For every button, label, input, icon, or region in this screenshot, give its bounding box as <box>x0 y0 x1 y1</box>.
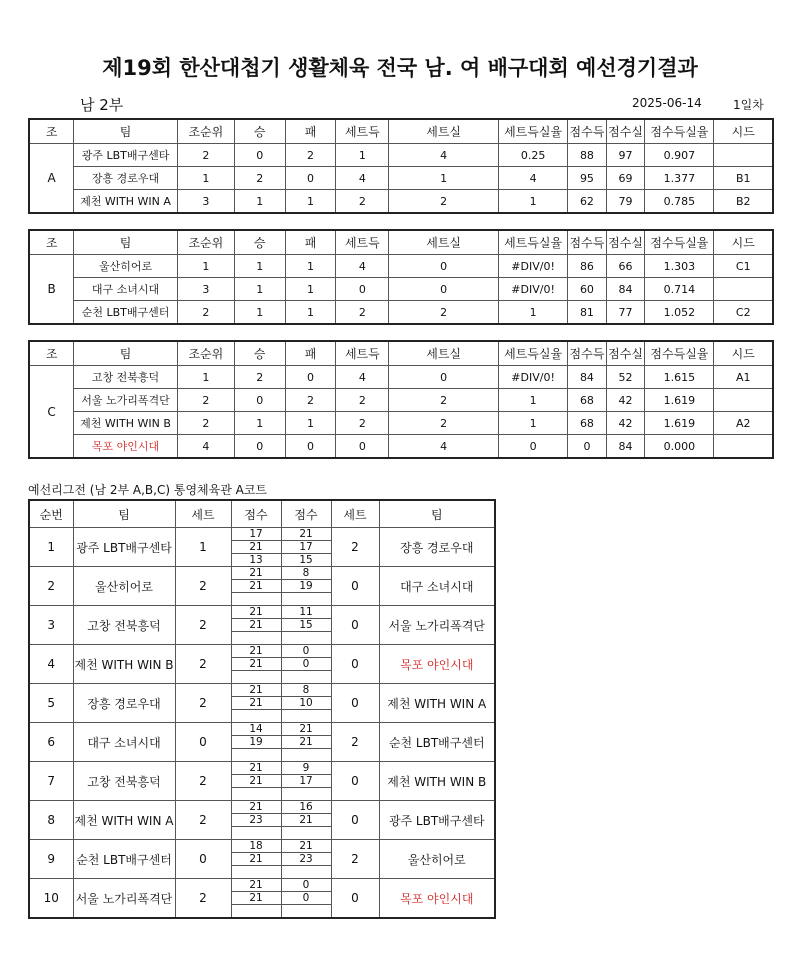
match-header-cell: 팀 <box>379 500 495 528</box>
cell-pl: 42 <box>606 412 645 435</box>
match-sets1: 2 <box>175 567 231 606</box>
group-header-cell: 세트득 <box>336 230 389 255</box>
match-sets2: 0 <box>331 684 379 723</box>
group-header-cell: 점수실 <box>606 119 645 144</box>
set-score-2: 21 <box>281 528 331 541</box>
team-name: 순천 LBT배구센터 <box>74 301 178 325</box>
cell-pr: 1.619 <box>645 389 714 412</box>
set-score-1 <box>231 710 281 723</box>
group-header-cell: 승 <box>234 119 285 144</box>
match-team1: 서울 노가리폭격단 <box>73 879 175 919</box>
match-team1: 순천 LBT배구센터 <box>73 840 175 879</box>
match-number: 2 <box>29 567 73 606</box>
set-score-1: 18 <box>231 840 281 853</box>
cell-pl: 52 <box>606 366 645 389</box>
group-header-cell: 세트득 <box>336 341 389 366</box>
group-header-cell: 세트득 <box>336 119 389 144</box>
cell-pw: 95 <box>568 167 607 190</box>
cell-pw: 88 <box>568 144 607 167</box>
set-score-1 <box>231 905 281 919</box>
set-score-2: 19 <box>281 580 331 593</box>
set-score-1: 21 <box>231 606 281 619</box>
match-sets2: 0 <box>331 879 379 919</box>
cell-rank: 1 <box>177 167 234 190</box>
cell-loss: 0 <box>285 366 336 389</box>
set-score-1: 21 <box>231 658 281 671</box>
cell-pw: 0 <box>568 435 607 459</box>
set-score-1: 21 <box>231 879 281 892</box>
cell-sr: 4 <box>499 167 568 190</box>
cell-loss: 1 <box>285 255 336 278</box>
set-score-2: 15 <box>281 554 331 567</box>
cell-seed <box>714 278 773 301</box>
cell-pl: 79 <box>606 190 645 214</box>
cell-win: 0 <box>234 435 285 459</box>
cell-sw: 4 <box>336 167 389 190</box>
cell-loss: 2 <box>285 389 336 412</box>
set-score-1: 21 <box>231 775 281 788</box>
match-header-cell: 세트 <box>175 500 231 528</box>
set-score-2: 8 <box>281 684 331 697</box>
table-row <box>29 801 495 814</box>
cell-sw: 0 <box>336 278 389 301</box>
match-number: 8 <box>29 801 73 840</box>
set-score-1 <box>231 866 281 879</box>
match-number: 7 <box>29 762 73 801</box>
group-header-cell: 세트실 <box>389 119 499 144</box>
cell-rank: 2 <box>177 144 234 167</box>
cell-sr: #DIV/0! <box>499 278 568 301</box>
cell-sl: 2 <box>389 301 499 325</box>
match-team2: 대구 소녀시대 <box>379 567 495 606</box>
set-score-1: 21 <box>231 801 281 814</box>
match-team1: 고창 전북흥덕 <box>73 606 175 645</box>
table-row <box>29 528 495 541</box>
cell-pr: 1.052 <box>645 301 714 325</box>
match-sets1: 0 <box>175 723 231 762</box>
set-score-2: 11 <box>281 606 331 619</box>
cell-pr: 0.000 <box>645 435 714 459</box>
set-score-2: 0 <box>281 879 331 892</box>
match-sets1: 2 <box>175 684 231 723</box>
match-team2: 제천 WITH WIN B <box>379 762 495 801</box>
cell-rank: 3 <box>177 278 234 301</box>
cell-rank: 2 <box>177 412 234 435</box>
match-sets1: 1 <box>175 528 231 567</box>
match-team1: 대구 소녀시대 <box>73 723 175 762</box>
group-header-cell: 세트득실율 <box>499 119 568 144</box>
cell-sr: 0 <box>499 435 568 459</box>
match-sets2: 2 <box>331 840 379 879</box>
cell-pr: 1.377 <box>645 167 714 190</box>
group-name: C <box>29 366 74 459</box>
cell-pr: 1.303 <box>645 255 714 278</box>
match-sets2: 0 <box>331 567 379 606</box>
group-header-cell: 조 <box>29 341 74 366</box>
group-name: A <box>29 144 74 214</box>
cell-pl: 84 <box>606 435 645 459</box>
match-number: 4 <box>29 645 73 684</box>
cell-loss: 0 <box>285 435 336 459</box>
set-score-2: 17 <box>281 775 331 788</box>
cell-pr: 1.619 <box>645 412 714 435</box>
match-team1: 제천 WITH WIN B <box>73 645 175 684</box>
group-header-cell: 조 <box>29 230 74 255</box>
cell-sw: 2 <box>336 412 389 435</box>
set-score-1: 14 <box>231 723 281 736</box>
team-name: 광주 LBT배구센타 <box>74 144 178 167</box>
cell-pr: 1.615 <box>645 366 714 389</box>
cell-pw: 68 <box>568 389 607 412</box>
team-name: 고창 전북흥덕 <box>74 366 178 389</box>
group-header-cell: 조순위 <box>177 230 234 255</box>
group-header-cell: 점수실 <box>606 230 645 255</box>
cell-win: 1 <box>234 255 285 278</box>
cell-win: 1 <box>234 412 285 435</box>
group-header-cell: 조 <box>29 119 74 144</box>
match-team1: 고창 전북흥덕 <box>73 762 175 801</box>
set-score-2: 21 <box>281 736 331 749</box>
cell-sl: 1 <box>389 167 499 190</box>
cell-pl: 77 <box>606 301 645 325</box>
match-number: 6 <box>29 723 73 762</box>
group-header-cell: 점수득실율 <box>645 341 714 366</box>
group-header-cell: 패 <box>285 341 336 366</box>
cell-pl: 97 <box>606 144 645 167</box>
division-label: 남 2부 <box>80 96 124 114</box>
group-header-row <box>29 341 773 366</box>
table-row <box>29 723 495 736</box>
cell-win: 2 <box>234 366 285 389</box>
match-team2: 광주 LBT배구센타 <box>379 801 495 840</box>
match-sets1: 2 <box>175 801 231 840</box>
cell-seed: A1 <box>714 366 773 389</box>
set-score-2 <box>281 593 331 606</box>
team-name: 울산히어로 <box>74 255 178 278</box>
team-name: 대구 소녀시대 <box>74 278 178 301</box>
match-number: 9 <box>29 840 73 879</box>
cell-sr: 1 <box>499 301 568 325</box>
match-results-table <box>28 499 496 919</box>
group-header-cell: 조순위 <box>177 119 234 144</box>
cell-seed: B1 <box>714 167 773 190</box>
match-sets1: 0 <box>175 840 231 879</box>
cell-sl: 4 <box>389 435 499 459</box>
set-score-2: 0 <box>281 658 331 671</box>
cell-win: 0 <box>234 144 285 167</box>
cell-loss: 2 <box>285 144 336 167</box>
set-score-2 <box>281 749 331 762</box>
cell-pw: 81 <box>568 301 607 325</box>
match-sets2: 2 <box>331 528 379 567</box>
league-title: 예선리그전 (남 2부 A,B,C) 통영체육관 A코트 <box>28 483 268 497</box>
table-row <box>29 278 773 301</box>
table-row <box>29 366 773 389</box>
day-label: 1일차 <box>733 98 764 112</box>
cell-sl: 0 <box>389 366 499 389</box>
set-score-1: 13 <box>231 554 281 567</box>
cell-pr: 0.785 <box>645 190 714 214</box>
group-header-cell: 세트득실율 <box>499 341 568 366</box>
set-score-1: 21 <box>231 684 281 697</box>
cell-win: 1 <box>234 278 285 301</box>
cell-sl: 2 <box>389 190 499 214</box>
cell-pr: 0.714 <box>645 278 714 301</box>
group-header-cell: 팀 <box>74 119 178 144</box>
set-score-1: 19 <box>231 736 281 749</box>
match-team2: 제천 WITH WIN A <box>379 684 495 723</box>
set-score-1 <box>231 632 281 645</box>
group-table-c <box>28 340 774 459</box>
cell-sl: 0 <box>389 255 499 278</box>
cell-pr: 0.907 <box>645 144 714 167</box>
set-score-1: 21 <box>231 892 281 905</box>
match-sets2: 2 <box>331 723 379 762</box>
table-row <box>29 301 773 325</box>
team-name: 장흥 경로우대 <box>74 167 178 190</box>
set-score-2: 21 <box>281 840 331 853</box>
set-score-1: 21 <box>231 762 281 775</box>
set-score-2: 10 <box>281 697 331 710</box>
set-score-2: 0 <box>281 892 331 905</box>
set-score-2 <box>281 905 331 919</box>
match-sets1: 2 <box>175 645 231 684</box>
cell-seed: C1 <box>714 255 773 278</box>
group-header-cell: 세트득실율 <box>499 230 568 255</box>
set-score-2 <box>281 788 331 801</box>
group-name: B <box>29 255 74 325</box>
set-score-1 <box>231 827 281 840</box>
cell-sl: 4 <box>389 144 499 167</box>
table-row <box>29 645 495 658</box>
set-score-2: 9 <box>281 762 331 775</box>
cell-pl: 84 <box>606 278 645 301</box>
table-row <box>29 684 495 697</box>
cell-rank: 1 <box>177 255 234 278</box>
table-row <box>29 412 773 435</box>
set-score-1: 21 <box>231 645 281 658</box>
match-header-cell: 순번 <box>29 500 73 528</box>
cell-sw: 2 <box>336 190 389 214</box>
match-team1: 장흥 경로우대 <box>73 684 175 723</box>
set-score-1: 21 <box>231 697 281 710</box>
cell-loss: 0 <box>285 167 336 190</box>
match-number: 5 <box>29 684 73 723</box>
cell-sl: 2 <box>389 389 499 412</box>
cell-pw: 62 <box>568 190 607 214</box>
group-header-cell: 세트실 <box>389 230 499 255</box>
match-number: 10 <box>29 879 73 919</box>
cell-seed: A2 <box>714 412 773 435</box>
cell-sw: 4 <box>336 366 389 389</box>
table-row <box>29 255 773 278</box>
set-score-1 <box>231 749 281 762</box>
cell-win: 1 <box>234 301 285 325</box>
group-header-cell: 시드 <box>714 341 773 366</box>
group-header-cell: 패 <box>285 230 336 255</box>
set-score-2: 21 <box>281 814 331 827</box>
cell-sr: 1 <box>499 412 568 435</box>
table-row <box>29 190 773 214</box>
cell-sr: 1 <box>499 190 568 214</box>
team-name: 서울 노가리폭격단 <box>74 389 178 412</box>
cell-sl: 0 <box>389 278 499 301</box>
set-score-2: 21 <box>281 723 331 736</box>
match-header-cell: 점수 <box>231 500 281 528</box>
cell-pw: 84 <box>568 366 607 389</box>
cell-sw: 1 <box>336 144 389 167</box>
cell-seed <box>714 144 773 167</box>
match-sets2: 0 <box>331 606 379 645</box>
match-header-cell: 점수 <box>281 500 331 528</box>
table-row <box>29 435 773 459</box>
set-score-1: 21 <box>231 853 281 866</box>
match-team2: 서울 노가리폭격단 <box>379 606 495 645</box>
set-score-2 <box>281 710 331 723</box>
cell-loss: 1 <box>285 301 336 325</box>
set-score-2: 8 <box>281 567 331 580</box>
cell-sw: 2 <box>336 301 389 325</box>
cell-rank: 4 <box>177 435 234 459</box>
set-score-1: 21 <box>231 567 281 580</box>
match-team2: 울산히어로 <box>379 840 495 879</box>
group-header-cell: 팀 <box>74 341 178 366</box>
set-score-1: 21 <box>231 580 281 593</box>
match-sets1: 2 <box>175 879 231 919</box>
cell-win: 0 <box>234 389 285 412</box>
set-score-2: 16 <box>281 801 331 814</box>
match-team2: 목포 야인시대 <box>379 879 495 919</box>
group-table-b <box>28 229 774 325</box>
match-sets2: 0 <box>331 801 379 840</box>
match-team2: 목포 야인시대 <box>379 645 495 684</box>
cell-sw: 4 <box>336 255 389 278</box>
cell-seed: B2 <box>714 190 773 214</box>
cell-sw: 2 <box>336 389 389 412</box>
set-score-2: 17 <box>281 541 331 554</box>
set-score-1: 23 <box>231 814 281 827</box>
team-name: 목포 야인시대 <box>74 435 178 459</box>
set-score-2: 23 <box>281 853 331 866</box>
set-score-2: 0 <box>281 645 331 658</box>
match-header-cell: 세트 <box>331 500 379 528</box>
match-team1: 제천 WITH WIN A <box>73 801 175 840</box>
cell-loss: 1 <box>285 278 336 301</box>
cell-seed <box>714 435 773 459</box>
group-table-a <box>28 118 774 214</box>
set-score-1: 17 <box>231 528 281 541</box>
table-row <box>29 879 495 892</box>
cell-loss: 1 <box>285 412 336 435</box>
cell-sr: 1 <box>499 389 568 412</box>
cell-rank: 1 <box>177 366 234 389</box>
cell-pl: 69 <box>606 167 645 190</box>
set-score-2 <box>281 671 331 684</box>
cell-sl: 2 <box>389 412 499 435</box>
page-title: 제19회 한산대첩기 생활체육 전국 남. 여 배구대회 예선경기결과 <box>102 56 698 80</box>
table-row <box>29 567 495 580</box>
set-score-1: 21 <box>231 619 281 632</box>
set-score-1 <box>231 593 281 606</box>
table-row <box>29 606 495 619</box>
cell-pw: 86 <box>568 255 607 278</box>
cell-sr: 0.25 <box>499 144 568 167</box>
cell-rank: 3 <box>177 190 234 214</box>
cell-sr: #DIV/0! <box>499 366 568 389</box>
match-team1: 광주 LBT배구센타 <box>73 528 175 567</box>
group-header-row <box>29 230 773 255</box>
cell-pw: 60 <box>568 278 607 301</box>
cell-sr: #DIV/0! <box>499 255 568 278</box>
set-score-2 <box>281 866 331 879</box>
cell-seed <box>714 389 773 412</box>
cell-loss: 1 <box>285 190 336 214</box>
match-number: 3 <box>29 606 73 645</box>
group-header-cell: 시드 <box>714 230 773 255</box>
set-score-1 <box>231 671 281 684</box>
cell-pl: 66 <box>606 255 645 278</box>
table-row <box>29 167 773 190</box>
match-team2: 순천 LBT배구센터 <box>379 723 495 762</box>
group-header-cell: 점수득실율 <box>645 119 714 144</box>
cell-pw: 68 <box>568 412 607 435</box>
set-score-2 <box>281 632 331 645</box>
group-header-cell: 승 <box>234 341 285 366</box>
group-header-cell: 세트실 <box>389 341 499 366</box>
group-header-row <box>29 119 773 144</box>
match-header-row <box>29 500 495 528</box>
cell-win: 1 <box>234 190 285 214</box>
cell-pl: 42 <box>606 389 645 412</box>
table-row <box>29 144 773 167</box>
set-score-2 <box>281 827 331 840</box>
cell-seed: C2 <box>714 301 773 325</box>
table-row <box>29 840 495 853</box>
match-sets1: 2 <box>175 606 231 645</box>
team-name: 제천 WITH WIN A <box>74 190 178 214</box>
group-header-cell: 팀 <box>74 230 178 255</box>
match-header-cell: 팀 <box>73 500 175 528</box>
match-team2: 장흥 경로우대 <box>379 528 495 567</box>
cell-rank: 2 <box>177 301 234 325</box>
match-sets2: 0 <box>331 645 379 684</box>
group-header-cell: 패 <box>285 119 336 144</box>
group-header-cell: 점수실 <box>606 341 645 366</box>
group-header-cell: 시드 <box>714 119 773 144</box>
match-team1: 울산히어로 <box>73 567 175 606</box>
cell-win: 2 <box>234 167 285 190</box>
cell-rank: 2 <box>177 389 234 412</box>
match-sets2: 0 <box>331 762 379 801</box>
set-score-1 <box>231 788 281 801</box>
group-header-cell: 점수득 <box>568 341 607 366</box>
match-sets1: 2 <box>175 762 231 801</box>
group-header-cell: 점수득실율 <box>645 230 714 255</box>
group-header-cell: 점수득 <box>568 119 607 144</box>
cell-sw: 0 <box>336 435 389 459</box>
table-row <box>29 762 495 775</box>
match-number: 1 <box>29 528 73 567</box>
set-score-2: 15 <box>281 619 331 632</box>
team-name: 제천 WITH WIN B <box>74 412 178 435</box>
set-score-1: 21 <box>231 541 281 554</box>
group-header-cell: 조순위 <box>177 341 234 366</box>
group-header-cell: 점수득 <box>568 230 607 255</box>
table-row <box>29 389 773 412</box>
group-header-cell: 승 <box>234 230 285 255</box>
date-label: 2025-06-14 <box>632 96 702 110</box>
